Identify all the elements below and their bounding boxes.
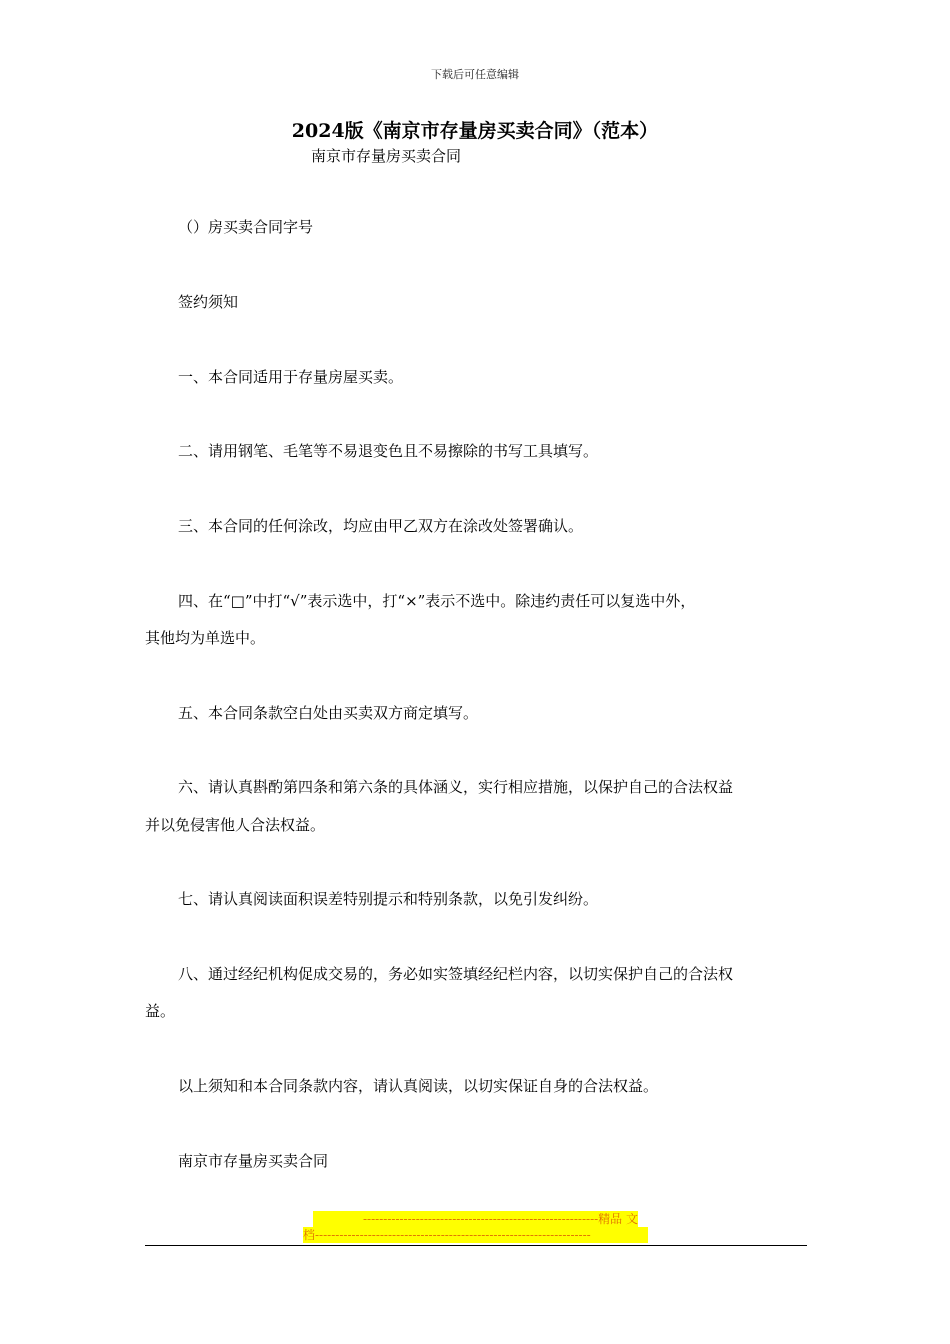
document-subtitle: 南京市存量房买卖合同 [311,147,462,165]
notice-item-6-continued: 并以免侵害他人合法权益。 [145,816,326,834]
notice-item-8: 八、通过经纪机构促成交易的，务必如实签填经纪栏内容，以切实保护自己的合法权 [178,965,734,983]
contract-number-line: （）房买卖合同字号 [178,218,314,236]
notice-item-4-continued: 其他均为单选中。 [145,629,266,647]
footer-divider [145,1245,807,1246]
document-title: 2024版《南京市存量房买卖合同》（范本） [291,120,659,142]
closing-paragraph: 以上须知和本合同条款内容，请认真阅读，以切实保证自身的合法权益。 [178,1077,659,1095]
closing-title: 南京市存量房买卖合同 [178,1152,329,1170]
notice-item-2: 二、请用钢笔、毛笔等不易退变色且不易擦除的书写工具填写。 [178,442,599,460]
page-header-note: 下载后可任意编辑 [431,68,519,81]
section-title: 签约须知 [178,293,239,311]
notice-item-4: 四、在“□”中打“√”表示选中，打“×”表示不选中。除违约责任可以复选中外， [178,592,696,610]
footer-watermark-line-2: 档-------------------------------------------------------------------- [303,1227,648,1243]
notice-item-8-continued: 益。 [145,1002,176,1020]
notice-item-6: 六、请认真斟酌第四条和第六条的具体涵义，实行相应措施，以保护自己的合法权益 [178,778,734,796]
notice-item-3: 三、本合同的任何涂改，均应由甲乙双方在涂改处签署确认。 [178,517,584,535]
notice-item-1: 一、本合同适用于存量房屋买卖。 [178,368,404,386]
footer-watermark-line-1: ----------------------------------------------------------精品 文 [313,1211,638,1227]
notice-item-5: 五、本合同条款空白处由买卖双方商定填写。 [178,704,479,722]
notice-item-7: 七、请认真阅读面积误差特别提示和特别条款，以免引发纠纷。 [178,890,599,908]
